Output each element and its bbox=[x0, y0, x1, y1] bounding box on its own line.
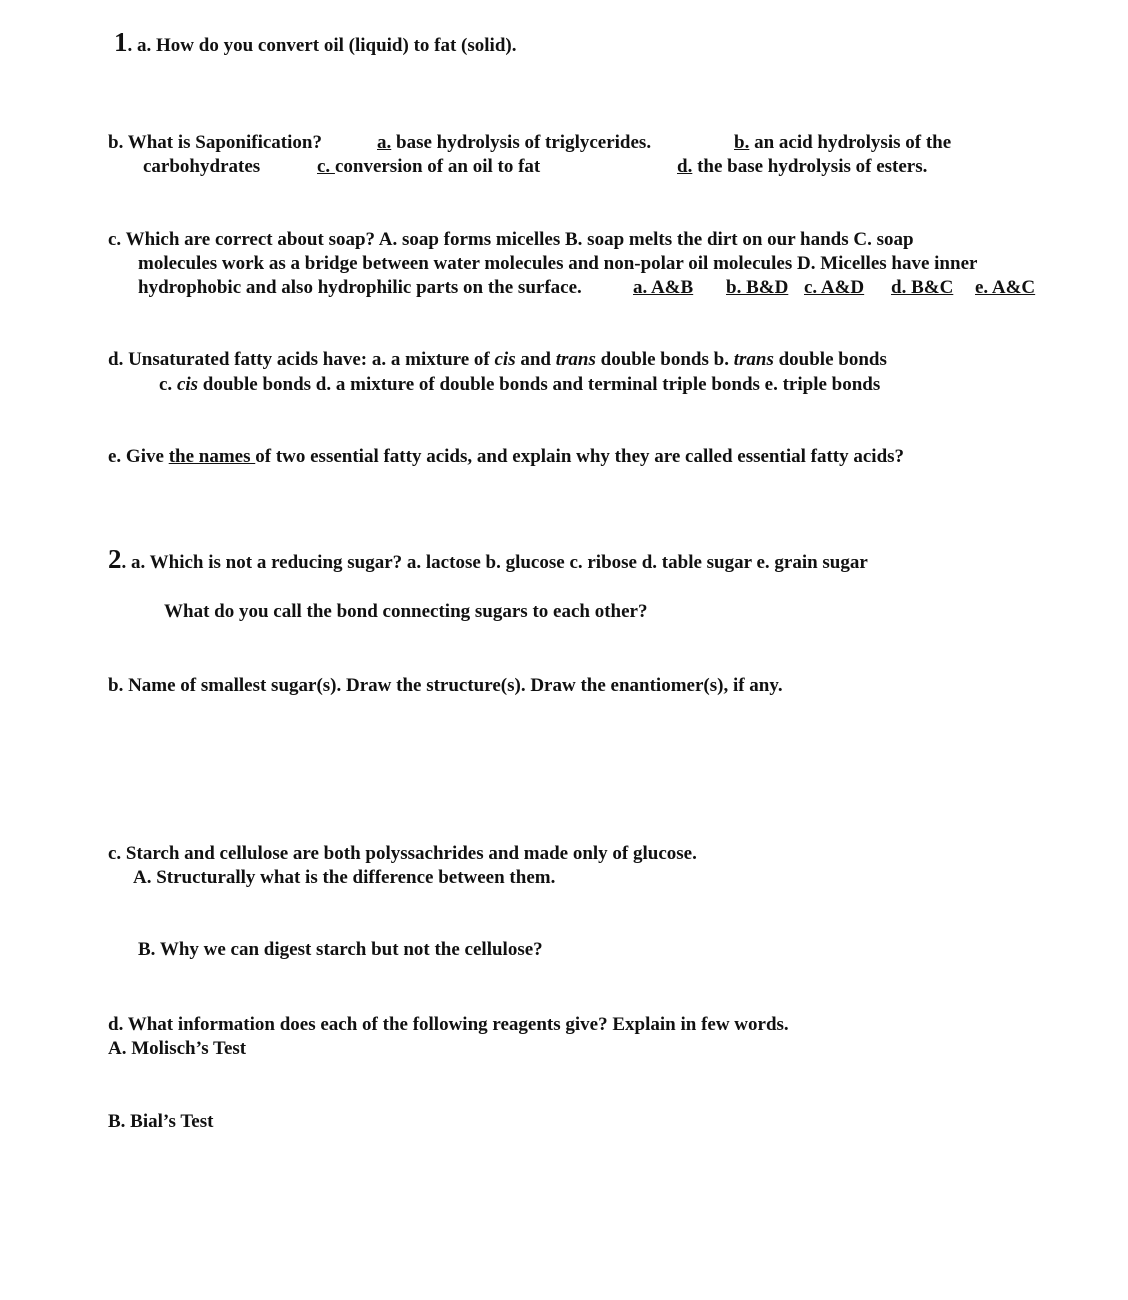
q1-d-line1 bbox=[108, 348, 887, 372]
q1-b-option-b-cont bbox=[143, 155, 260, 179]
q1-b-opt-b-text-cont: carbohydrates bbox=[143, 156, 261, 177]
q1-d-cis: cis bbox=[494, 349, 516, 370]
q1-b-opt-c-letter: c. bbox=[317, 156, 335, 177]
q2-a-line bbox=[108, 544, 868, 575]
q2-c-partA: A. Structurally what is the difference between them. bbox=[133, 867, 556, 888]
q1-c-choice-e: e. A&C bbox=[975, 277, 1036, 298]
q1-e-line bbox=[108, 445, 904, 469]
q1-c-line3 bbox=[138, 276, 582, 300]
q2-number: 2 bbox=[108, 544, 122, 574]
q2-b-line: b. Name of smallest sugar(s). Draw the structure(s). Draw the enantiomer(s), if any. bbox=[108, 675, 783, 696]
q1-b-option-d bbox=[677, 155, 927, 179]
q1-c-choice-a: a. A&B bbox=[633, 277, 694, 298]
q1-a-text: . a. How do you convert oil (liquid) to fat (solid). bbox=[127, 35, 517, 56]
q2-a-followup: What do you call the bond connecting sugars to each other? bbox=[164, 601, 648, 622]
q1-e-suffix: of two essential fatty acids, and explain why they are called essential fatty acids? bbox=[255, 446, 905, 467]
q1-b-option-c bbox=[317, 155, 540, 179]
q1-number: 1 bbox=[114, 27, 128, 57]
q2-d-testB: B. Bial’s Test bbox=[108, 1111, 214, 1132]
q1-b-opt-d-letter: d. bbox=[677, 156, 693, 177]
q1-c-choice-c: c. A&D bbox=[804, 277, 865, 298]
q1-b-opt-d-text: the base hydrolysis of esters. bbox=[692, 156, 928, 177]
q1-d-text: double bonds d. a mixture of double bonds and terminal triple bonds e. triple bonds bbox=[198, 374, 881, 395]
q1-d-cis: cis bbox=[176, 374, 199, 395]
q1-e-underlined: the names bbox=[168, 446, 256, 467]
q1-a-line bbox=[114, 27, 517, 58]
q1-d-text: double bonds b. bbox=[595, 349, 734, 370]
q1-d-text: d. Unsaturated fatty acids have: a. a mixture of bbox=[108, 349, 495, 370]
q1-d-trans: trans bbox=[555, 349, 596, 370]
q1-c-line1: c. Which are correct about soap? A. soap forms micelles B. soap melts the dirt on our hands C. soap bbox=[108, 229, 914, 250]
q1-d-trans: trans bbox=[733, 349, 774, 370]
q1-b-opt-a-text: base hydrolysis of triglycerides. bbox=[391, 132, 652, 153]
q1-b-opt-a-letter: a. bbox=[377, 132, 392, 153]
q2-d-line: d. What information does each of the following reagents give? Explain in few words. bbox=[108, 1014, 789, 1035]
q1-c-line3-prefix: hydrophobic and also hydrophilic parts on the surface. bbox=[138, 277, 582, 298]
q1-b-opt-b-text: an acid hydrolysis of the bbox=[749, 132, 952, 153]
q1-d-text: and bbox=[515, 349, 556, 370]
q2-a-text: . a. Which is not a reducing sugar? a. lactose b. glucose c. ribose d. table sugar e. grain sugar bbox=[121, 552, 868, 573]
q1-c-line2: molecules work as a bridge between water molecules and non-polar oil molecules D. Micelles have inner bbox=[138, 253, 978, 274]
q1-d-text: c. bbox=[159, 374, 177, 395]
q1-c-choice-b: b. B&D bbox=[726, 277, 789, 298]
q2-c-partB: B. Why we can digest starch but not the cellulose? bbox=[138, 939, 543, 960]
q2-d-testA: A. Molisch’s Test bbox=[108, 1038, 247, 1059]
q1-b-line1 bbox=[108, 131, 322, 155]
q1-b-option-a bbox=[377, 131, 651, 155]
q2-c-line1: c. Starch and cellulose are both polyssachrides and made only of glucose. bbox=[108, 843, 697, 864]
q1-b-option-b bbox=[734, 131, 951, 155]
q1-d-text: double bonds bbox=[773, 349, 887, 370]
q1-c-choice-d: d. B&C bbox=[891, 277, 954, 298]
q1-b-opt-b-letter: b. bbox=[734, 132, 750, 153]
q1-b-prompt: b. What is Saponification? bbox=[108, 132, 322, 153]
q1-d-line2 bbox=[159, 373, 880, 397]
q1-b-opt-c-text: conversion of an oil to fat bbox=[334, 156, 541, 177]
q1-e-prefix: e. Give bbox=[108, 446, 169, 467]
